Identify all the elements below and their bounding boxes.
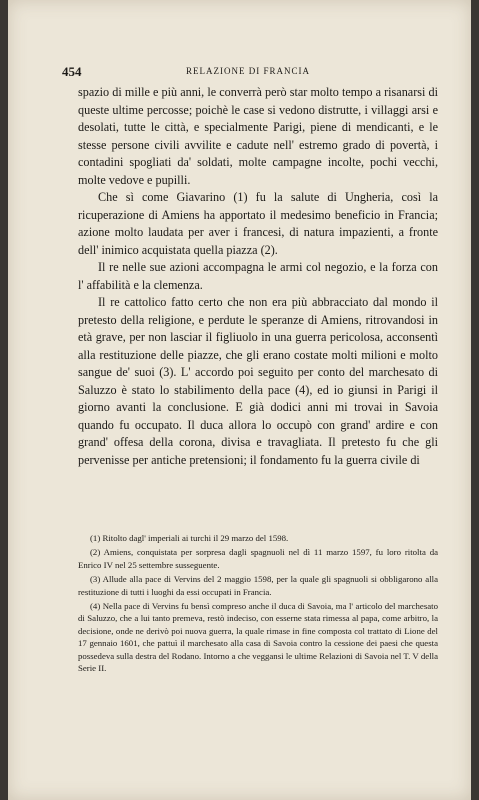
paragraph: Il re nelle sue azioni accompagna le armi col negozio, e la forza con l' affabilità e la clemenza. [78,260,438,292]
page-number: 454 [62,64,82,79]
paragraph: Che sì come Giavarino (1) fu la salute di Ungheria, così la ricuperazione di Amiens ha apportato il medesimo beneficio in Francia; azione molto laudata per aver i francesi, di natura impazienti, a fronte dell' inimico acquistata quella piazza (2). [78,190,438,257]
footnotes [78,532,438,676]
book-page [8,0,471,800]
paragraph: Il re cattolico fatto certo che non era più abbracciato dal mondo il pretesto della religione, e perdute le speranze di Amiens, ritrovandosi in età grave, per non lasciar il figliuolo in una guerra pericolosa, acconsentì alla restituzione delle piazze, che gli erano costate molti milioni e molto sangue de' suoi (3). L' accordo poi seguito per conto del marchesato di Saluzzo è stato lo stabilimento della pace (4), ed io giunsi in Parigi il giorno avanti la conclusione. E già dodici anni mi trovai in Savoia quando fu occupato. Il duca allora lo occupò con grand' ardire e con grand' offesa della corona, divisa e travagliata. Il pretesto fu che gli pervenisse per antiche pretensioni; il fondamento fu la guerra civile di [78,295,438,467]
paragraph: spazio di mille e più anni, le converrà però star molto tempo a risanarsi di queste ultime percosse; poichè le case si vedono distrutte, i villaggi arsi e desolati, tutte le città, e specialmente Parigi, piene di mendicanti, e le stesse persone civili avvilite e cadute nell' estremo grado di povertà, i contadini spogliati da' soldati, molte campagne incolte, pochi vecchi, molte vedove e pupilli. [78,85,438,187]
footnote: (3) Allude alla pace di Vervins del 2 maggio 1598, per la quale gli spagnuoli si obbligarono alla restituzione di tutti i luoghi da essi occupati in Francia. [78,574,438,597]
body-text [78,84,438,469]
footnote: (2) Amiens, conquistata per sorpresa dagli spagnuoli nel dì 11 marzo 1597, fu loro ritolta da Enrico IV nel 25 settembre susseguente. [78,547,438,570]
page-header [62,64,434,80]
footnote: (1) Ritolto dagl' imperiali ai turchi il 29 marzo del 1598. [90,533,289,543]
running-head: RELAZIONE DI FRANCIA [186,66,310,76]
footnote: (4) Nella pace di Vervins fu bensì compreso anche il duca di Savoia, ma l' articolo del marchesato di Saluzzo, che a lui tanto premeva, restò indeciso, con esserne stata rimessa al papa, come arbitro, la decisione, onde ne derivò poi nuova guerra, la quale rimase in fine composta col trattato di Lione del 17 gennaio 1601, che pattuì il marchesato alla casa di Savoia contro la cessione dei paesi che questa possedeva sulla destra del Rodano. Intorno a che veggansi le ultime Relazioni di Savoia nel T. V della Serie II. [78,601,438,674]
